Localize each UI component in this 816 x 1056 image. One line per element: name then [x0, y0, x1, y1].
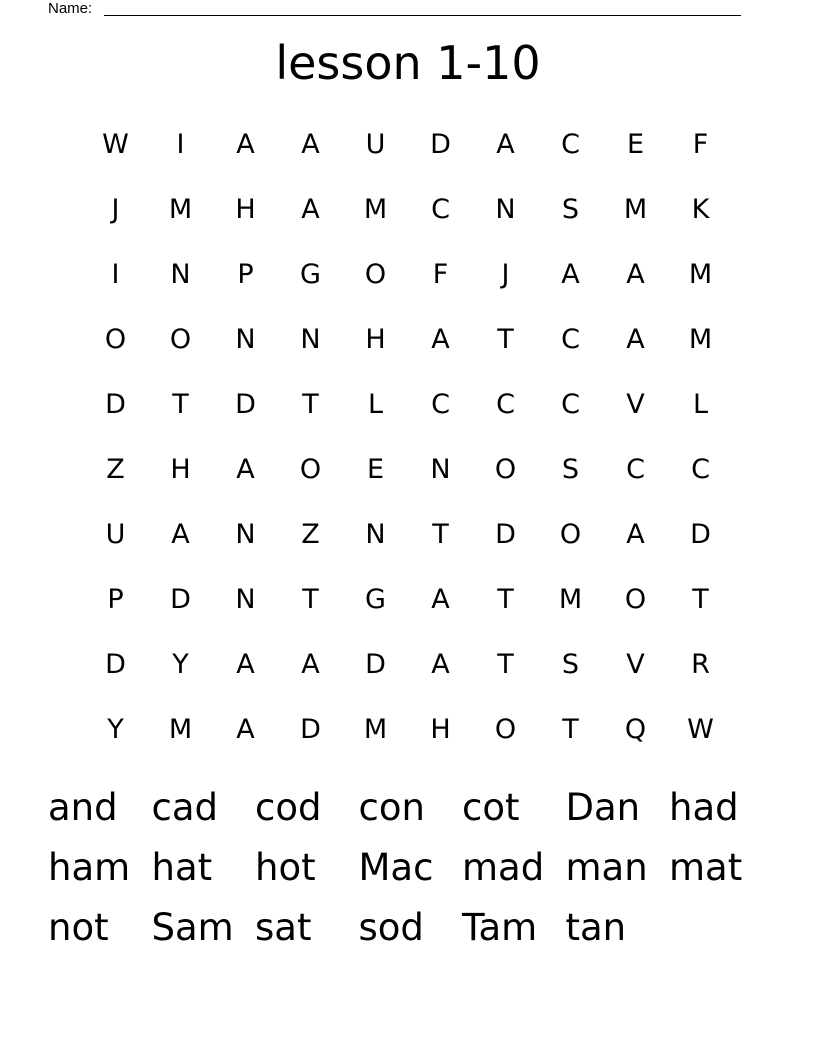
grid-letter: S	[561, 649, 580, 680]
grid-letter: N	[235, 584, 256, 615]
grid-letter: A	[301, 129, 320, 160]
word-bank-item: mat	[669, 846, 743, 889]
grid-letter: U	[365, 129, 386, 160]
grid-letter: L	[367, 389, 384, 420]
grid-letter: M	[558, 584, 583, 615]
grid-letter: C	[561, 324, 580, 355]
grid-letter: Y	[107, 714, 124, 745]
word-bank-item: not	[48, 906, 109, 949]
grid-letter: M	[623, 194, 648, 225]
grid-letter: W	[687, 714, 714, 745]
grid-letter: O	[169, 324, 192, 355]
grid-letter: C	[496, 389, 515, 420]
grid-letter: G	[365, 584, 386, 615]
grid-letter: O	[624, 584, 647, 615]
grid-letter: M	[688, 259, 713, 290]
grid-letter: O	[104, 324, 127, 355]
grid-letter: I	[111, 259, 120, 290]
grid-letter: O	[494, 454, 517, 485]
grid-letter: E	[366, 454, 385, 485]
grid-letter: R	[691, 649, 710, 680]
grid-letter: Q	[624, 714, 647, 745]
word-bank-item: Tam	[462, 906, 538, 949]
word-bank-item: and	[48, 786, 118, 829]
grid-letter: T	[302, 584, 319, 615]
grid-letter: M	[688, 324, 713, 355]
word-bank-item: Dan	[565, 786, 641, 829]
grid-letter: M	[168, 194, 193, 225]
word-bank-item: cod	[255, 786, 322, 829]
page-title: lesson 1-10	[275, 36, 541, 90]
grid-letter: D	[430, 129, 451, 160]
name-row	[48, 0, 748, 18]
grid-letter: V	[626, 649, 645, 680]
grid-letter: N	[235, 324, 256, 355]
word-bank-item: Sam	[151, 906, 234, 949]
grid-letter: O	[494, 714, 517, 745]
grid-letter: A	[236, 649, 255, 680]
grid-letter: U	[105, 519, 126, 550]
word-bank-item: had	[669, 786, 739, 829]
grid-letter: P	[237, 259, 254, 290]
grid-letter: A	[431, 324, 450, 355]
grid-letter: F	[692, 129, 709, 160]
grid-letter: A	[496, 129, 515, 160]
grid-letter: S	[561, 454, 580, 485]
grid-letter: C	[431, 389, 450, 420]
grid-letter: H	[365, 324, 386, 355]
word-bank-item: man	[565, 846, 648, 889]
grid-letter: Z	[301, 519, 320, 550]
grid-letter: M	[363, 714, 388, 745]
grid-letter: H	[430, 714, 451, 745]
grid-letter: A	[626, 259, 645, 290]
grid-letter: F	[432, 259, 449, 290]
grid-letter: D	[690, 519, 711, 550]
word-bank-item: Mac	[358, 846, 434, 889]
grid-letter: N	[495, 194, 516, 225]
grid-letter: D	[105, 649, 126, 680]
grid-letter: A	[236, 129, 255, 160]
grid-letter: T	[497, 584, 514, 615]
grid-letter: D	[495, 519, 516, 550]
grid-letter: E	[626, 129, 645, 160]
grid-letter: N	[170, 259, 191, 290]
grid-letter: W	[102, 129, 129, 160]
grid-letter: I	[176, 129, 185, 160]
word-bank-item: cot	[462, 786, 520, 829]
grid-letter: A	[626, 324, 645, 355]
grid-letter: C	[691, 454, 710, 485]
grid-letter: A	[301, 194, 320, 225]
grid-letter: M	[363, 194, 388, 225]
grid-letter: D	[170, 584, 191, 615]
grid-letter: T	[432, 519, 449, 550]
grid-letter: N	[365, 519, 386, 550]
word-bank-item: mad	[462, 846, 545, 889]
word-bank-item: hot	[255, 846, 316, 889]
grid-letter: H	[170, 454, 191, 485]
grid-letter: H	[235, 194, 256, 225]
grid-letter: A	[431, 649, 450, 680]
grid-letter: O	[559, 519, 582, 550]
grid-letter: A	[561, 259, 580, 290]
grid-letter: D	[105, 389, 126, 420]
word-bank-item: sat	[255, 906, 312, 949]
grid-letter: N	[430, 454, 451, 485]
grid-letter: A	[171, 519, 190, 550]
grid-letter: P	[107, 584, 124, 615]
grid-letter: J	[501, 259, 510, 290]
word-search-grid	[83, 112, 733, 762]
grid-letter: M	[168, 714, 193, 745]
grid-letter: D	[300, 714, 321, 745]
word-bank-item: con	[358, 786, 425, 829]
grid-letter: T	[562, 714, 579, 745]
word-bank-item: tan	[565, 906, 627, 949]
word-bank-item: sod	[358, 906, 424, 949]
grid-letter: J	[111, 194, 120, 225]
grid-letter: Y	[172, 649, 189, 680]
grid-letter: D	[365, 649, 386, 680]
grid-letter: A	[236, 714, 255, 745]
grid-letter: A	[626, 519, 645, 550]
grid-letter: K	[691, 194, 710, 225]
grid-letter: Z	[106, 454, 125, 485]
word-bank-item: ham	[48, 846, 131, 889]
grid-letter: T	[692, 584, 709, 615]
word-bank	[48, 778, 768, 958]
grid-letter: A	[236, 454, 255, 485]
grid-letter: O	[364, 259, 387, 290]
word-bank-item: hat	[151, 846, 213, 889]
grid-letter: N	[300, 324, 321, 355]
grid-letter: D	[235, 389, 256, 420]
word-bank-item: cad	[151, 786, 219, 829]
grid-letter: C	[561, 389, 580, 420]
grid-letter: A	[301, 649, 320, 680]
grid-letter: A	[431, 584, 450, 615]
grid-letter: N	[235, 519, 256, 550]
grid-letter: L	[692, 389, 709, 420]
grid-letter: S	[561, 194, 580, 225]
grid-letter: T	[172, 389, 189, 420]
name-blank-line	[104, 15, 741, 16]
grid-letter: V	[626, 389, 645, 420]
grid-letter: T	[497, 649, 514, 680]
grid-letter: C	[626, 454, 645, 485]
name-label: Name:	[48, 0, 93, 17]
grid-letter: O	[299, 454, 322, 485]
grid-letter: T	[302, 389, 319, 420]
grid-letter: G	[300, 259, 321, 290]
grid-letter: T	[497, 324, 514, 355]
grid-letter: C	[561, 129, 580, 160]
grid-letter: C	[431, 194, 450, 225]
